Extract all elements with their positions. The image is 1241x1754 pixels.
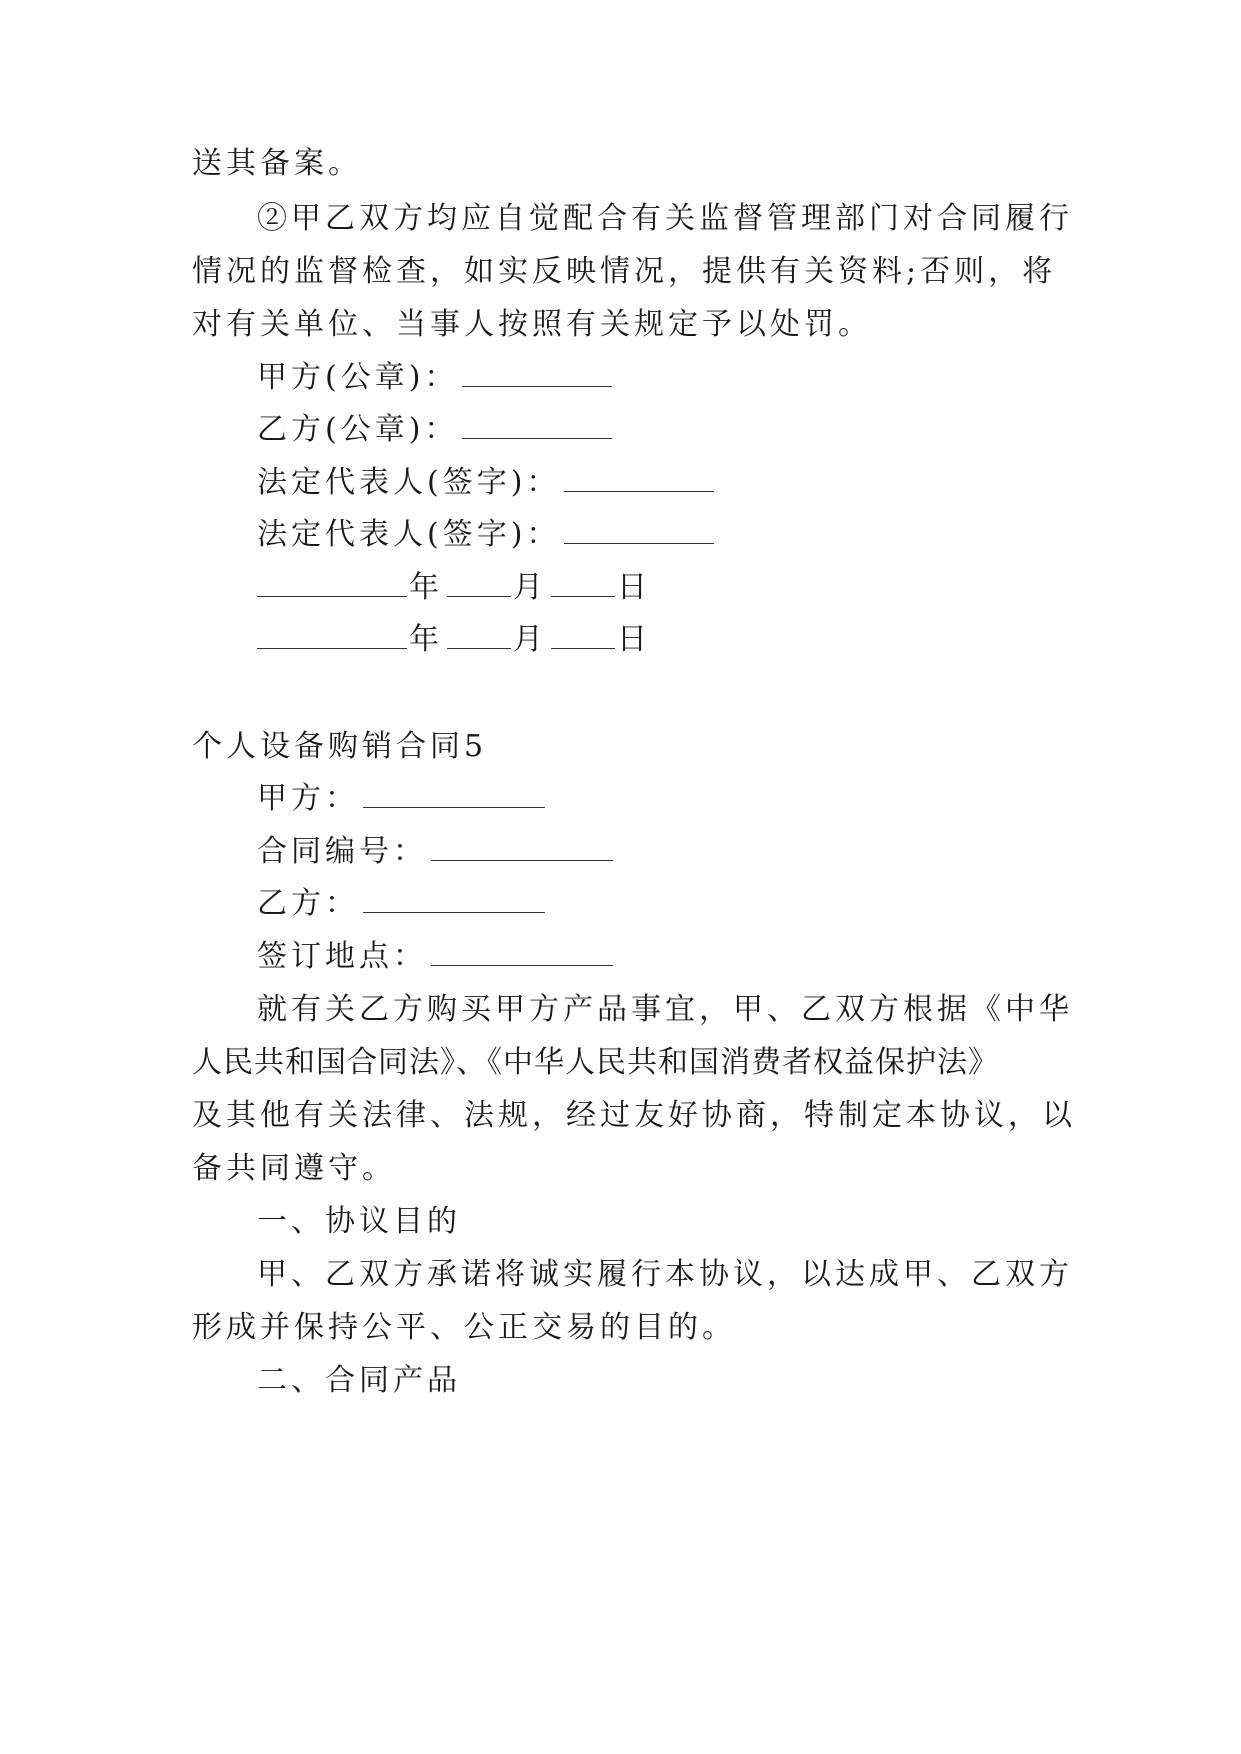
text-line: 人民共和国合同法》、《中华人民共和国消费者权益保护法》 bbox=[192, 1045, 999, 1080]
blank-field bbox=[431, 939, 613, 966]
blank-field bbox=[551, 622, 615, 649]
blank-field bbox=[363, 781, 545, 808]
month-label: 月 bbox=[513, 622, 547, 657]
text-line: 形成并保持公平、公正交易的目的。 bbox=[192, 1310, 736, 1345]
sign-place-line bbox=[257, 937, 615, 977]
text-line: 送其备案。 bbox=[192, 146, 362, 181]
rep-sign-label: 法定代表人(签字)： bbox=[257, 465, 561, 500]
day-label: 日 bbox=[617, 622, 651, 657]
blank-field bbox=[551, 570, 615, 597]
blank-field bbox=[257, 622, 407, 649]
blank-field bbox=[564, 465, 714, 492]
blank-field bbox=[462, 412, 612, 439]
party-a-seal-line bbox=[257, 358, 614, 398]
party-a-seal-label: 甲方(公章)： bbox=[257, 360, 459, 395]
rep-sign-label: 法定代表人(签字)： bbox=[257, 517, 561, 552]
blank-field bbox=[447, 570, 511, 597]
year-label: 年 bbox=[409, 622, 443, 657]
blank-field bbox=[257, 570, 407, 597]
blank-field bbox=[363, 886, 545, 913]
blank-field bbox=[462, 360, 612, 387]
date-line bbox=[257, 620, 651, 660]
party-b-seal-line bbox=[257, 410, 614, 450]
blank-field bbox=[431, 834, 613, 861]
party-a-line bbox=[257, 779, 547, 819]
party-b-line bbox=[257, 884, 547, 924]
text-line: ②甲乙双方均应自觉配合有关监督管理部门对合同履行 bbox=[257, 201, 1073, 236]
text-line: 甲、乙双方承诺将诚实履行本协议，以达成甲、乙双方 bbox=[257, 1257, 1073, 1292]
rep-sign-line bbox=[257, 463, 716, 503]
month-label: 月 bbox=[513, 570, 547, 605]
date-line bbox=[257, 568, 651, 608]
contract-no-line bbox=[257, 832, 615, 872]
section-title: 个人设备购销合同5 bbox=[192, 729, 488, 764]
section-heading: 二、合同产品 bbox=[257, 1363, 461, 1398]
day-label: 日 bbox=[617, 570, 651, 605]
year-label: 年 bbox=[409, 570, 443, 605]
text-line: 备共同遵守。 bbox=[192, 1151, 396, 1186]
rep-sign-line bbox=[257, 515, 716, 555]
text-line: 对有关单位、当事人按照有关规定予以处罚。 bbox=[192, 307, 872, 342]
blank-field bbox=[564, 517, 714, 544]
party-a-label: 甲方： bbox=[257, 781, 359, 816]
contract-no-label: 合同编号： bbox=[257, 834, 427, 869]
party-b-label: 乙方： bbox=[257, 886, 359, 921]
section-heading: 一、协议目的 bbox=[257, 1204, 461, 1239]
sign-place-label: 签订地点： bbox=[257, 939, 427, 974]
text-line: 就有关乙方购买甲方产品事宜，甲、乙双方根据《中华 bbox=[257, 992, 1073, 1027]
text-line: 情况的监督检查，如实反映情况，提供有关资料;否则，将 bbox=[192, 254, 1057, 289]
blank-field bbox=[447, 622, 511, 649]
party-b-seal-label: 乙方(公章)： bbox=[257, 412, 459, 447]
text-line: 及其他有关法律、法规，经过友好协商，特制定本协议，以 bbox=[192, 1098, 1076, 1133]
